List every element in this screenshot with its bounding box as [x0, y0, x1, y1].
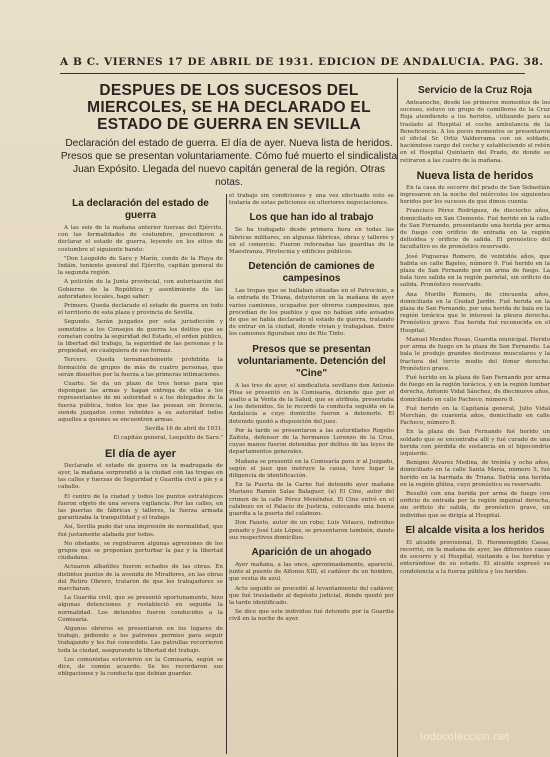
paragraph: Manuel Mendes Rosas, Guardia municipal. Herido por arma de fuego en la plaza de San Fernando. La bala le produjo grandes destrozos musculares y la fractura del tercio medio del fémur derecho. Pronóstico grave.: [400, 336, 550, 372]
paragraph: Don Fausto, autor de un robo; Luis Velasco, individuo penado y José Luis López, se presentaron también, dando sus respectivos domicilios.: [229, 520, 394, 541]
section-heading: El día de ayer: [105, 447, 176, 460]
paragraph: Segundo. Serán juzgados por esta jurisdicción y sometidos a los Consejos de guerra los delitos que se cometan contra la seguridad del Estado, el orden público, la libertad del trabajo, la seguridad de las personas y la propiedad, en cualquiera de sus formas.: [58, 319, 223, 355]
column-1: [58, 193, 223, 753]
column-3: [400, 80, 550, 757]
paragraph: Se ha trabajado desde primera hora en todas las fábricas militares, en algunas fábricas, obras y talleres y en el comercio. Fueron reforzadas las guardias de la Maestranza, Pirotecnia y edificios públicos.: [229, 227, 394, 256]
main-headline-block: [58, 80, 400, 194]
signature-line: El capitán general, Leopoldo de Saro.": [113, 435, 223, 442]
section-heading: Nueva lista de heridos: [416, 169, 534, 182]
section-heading: La declaración del estado de guerra: [72, 198, 209, 221]
paragraph: Declarado el estado de guerra en la madrugada de ayer, la mañana sorprendió a la ciudad con las tropas en las calles y fuerzas de Seguridad y Guardia civil a pie y a caballo.: [58, 462, 223, 491]
paragraph: Se dice que este individuo fué detenido por la Guardia civil en la noche de ayer.: [229, 609, 394, 623]
paragraph: Francisco Pérez Rodríguez, de dieciocho años, domiciliado en San Clemente. Fué herido en la calle de San Fernando, presentando una herida por arma de fuego con orificio de entrada en la región deltoidea y orificio de salida. El pronóstico del facultativo es de pronóstico reservado.: [400, 208, 550, 251]
paragraph: En la plaza de San Fernando fué herido un soldado que se encontraba allí y fué curado de una herida con pérdida de sustancia en el hipocondrio izquierdo.: [400, 429, 550, 457]
paragraph: Acto seguido se procedió al levantamiento del cadáver, que fué trasladado al depósito judicial, donde quedó por la tarde identificado.: [229, 585, 394, 606]
paragraph: "Don Leopoldo de Saro y Marín, conde de la Playa de Ixdáin, teniente general del Ejército, capitán general de la segunda región.: [58, 255, 223, 277]
paragraph: No obstante, se registraron algunas agresiones de los grupos que se proponían perturbar la paz y la libertad ciudadana.: [58, 540, 223, 562]
paragraph: el trabajo sin condiciones y una vez efectuado esto se trataría de estas peticiones en ulteriores negociaciones.: [229, 193, 394, 207]
paragraph: Primero. Queda declarado el estado de guerra en todo el territorio de esta plaza y provincia de Sevilla.: [58, 303, 223, 317]
paragraph: A las seis de la mañana anterior fuerzas del Ejército, con las formalidades de costumbre, procedieron a declarar el estado de guerra, leyendo en los sitios de costumbre el siguiente bando:: [58, 225, 223, 253]
paragraph: El alcalde provisional, D. Hermenegildo Casas, recorrió, en la mañana de ayer, las diferentes casas de socorro y el Hospital, visitando a los heridos y enterándose de su estado. El alcalde expresó su condolencia a la fuerza pública y los heridos.: [400, 539, 550, 575]
section-heading: Presos que se presentan voluntariamente. Detención del "Cine": [237, 343, 386, 379]
paragraph: Por la tarde se presentaron a las autoridades Rogelio Zaitola, defensor de la hermanos Lorenzo de la Cruz, cuyas manos fueron detenidas por delitos de las leyes de departamentos generales.: [229, 427, 394, 456]
paragraph: Así, Sevilla pudo dar una impresión de normalidad, que fué justamente alabada por todos.: [58, 524, 223, 538]
main-headline: DESPUES DE LOS SUCESOS DEL MIERCOLES, SE HA DECLARADO EL ESTADO DE GUERRA EN SEVILLA: [87, 82, 371, 133]
paragraph: José Pugueras Romero, de veintidós años, que habita en calle Bajeles, número 9. Fué herido en la plaza de San Fernando por un arma de fuego. La bala tuvo salida en la región parietal, sin orificio de salida. Pronóstico reservado.: [400, 253, 550, 289]
paragraph: Mañana se presentó en la Comisaría para ir al Juzgado, según el juez que instruye la causa, tuvo lugar la diligencia de identificación.: [229, 458, 394, 480]
paragraph: Benigno Álvarez Medina, de treinta y ocho años, domiciliado en la calle Santa María, número 5, fué herido en la barriada de Triana. Sufría una herida en la región glútea, cuyo pronóstico es reservado.: [400, 460, 550, 488]
paragraph: Ana Morillo Romero, de cincuenta años, domiciliada en la Ciudad Jardín. Fué herida en la plaza de San Fernando, por una herida de bala en la región torácica que le interesó la pleura derecha. Pronóstico grave. Esa herida fué reconocida en el Hospital.: [400, 291, 550, 334]
paragraph: Tercero. Queda terminantemente prohibida la formación de grupos de más de cuatro personas, que serán disueltos por la fuerza a las primeras intimaciones.: [58, 357, 223, 378]
running-head: A B C. VIERNES 17 DE ABRIL DE 1931. EDICION DE ANDALUCIA. PAG. 38.: [60, 56, 544, 68]
paragraph: En la Puerta de la Carne fué detenido ayer mañana Mariano Ramón Salas Balaguer, (a) El Cine, autor del crimen de la calle Pérez Menéndez. El Cine entró en el calabozo en el Palacio de Justicia, colocando una buena guardia a la puerta del calabozo.: [229, 482, 394, 518]
watermark: todocoleccion.net: [420, 731, 510, 743]
paragraph: Algunos obreros se presentaron en los lugares de trabajo, pidiendo a los patronos permiso para seguir trabajando y les fué concedido. Las patrullas recorrieron toda la ciudad, asegurando la libertad del trabajo.: [58, 625, 223, 654]
section-heading: Servicio de la Cruz Roja: [418, 85, 532, 96]
paragraph: Cuarto. Se da un plazo de tres horas para que depongan las armas y hagan entrega de ellas a los representantes de mi autoridad o a los delegados de la fuerza pública, todos los que las posean sin licencia, siendo juzgados como rebeldes a su autoridad todos aquellos a quienes se encuentren armas.: [58, 381, 223, 424]
paragraph: Fué herido en la plaza de San Fernando por arma de fuego en la región torácica, y en la región lumbar derecha, Antonio Vidal Sánchez, de diecinueve años, domiciliado en calle Pacheco, número 8.: [400, 374, 550, 403]
header-rule: [60, 73, 525, 74]
paragraph: Los comunistas estuvieron en la Comisaría, según se dice, de común acuerdo. Se les recordaron sus obligaciones y la conducta que debían guardar.: [58, 656, 223, 678]
paragraph: En la casa de socorro del prado de San Sebastián ingresaron en la noche del miércoles los siguientes heridos por los sucesos de que dimos cuenta:: [400, 184, 550, 206]
paragraph: El centro de la ciudad y todos los puntos estratégicos fueron objeto de una severa vigilancia. Por las calles, en las puertas de fábricas y talleres, la fuerza armada garantizaba la tranquilidad y el trabajo.: [58, 493, 223, 522]
signature-line: Sevilla 16 de abril de 1931.: [145, 426, 223, 433]
paragraph: A las tres de ayer, el sindicalista sevillano don Antonio Plisa se presentó en la Comisaría, diciendo que por el asalto a la Venta de la Salud, que se atribuía, presentaba a los detenidos. Se le recordó la conducta seguida en la Andalucía a cuyo domicilio fueron a detenerle. El detenido quedó a disposición del juez.: [229, 382, 394, 425]
headline-deck: Declaración del estado de guerra. El día de ayer. Nueva lista de heridos. Presos que se presentan voluntariamente. Cómo fué muerto el sindicalista Juan Expósito. Llegada del nuevo capitán general de la región. Otras notas.: [60, 138, 398, 188]
paragraph: Ayer mañana, a las once, aproximadamente, apareció, junto al puente de Alfonso XIII, el cadáver de un hombre, que vestía de azul.: [229, 561, 394, 583]
paragraph: Las tropas que se hallaban situadas en el Patrocinio, a la entrada de Triana, detuvieron en la mañana de ayer varios camiones, ocupados por obreros campesinos, que procedían de los pueblos y que no habían sido avisados de que se había declarado el estado de guerra, tratando de entrar en la ciudad, donde vivían y trabajaban. Entre los camiones figuraban uno de Río Tinto.: [229, 288, 394, 338]
column-2: [229, 193, 394, 753]
paragraph: Resultó con una herida por arma de fuego con orificio de entrada por la región inguinal derecha, sin orificio de salida, de pronóstico grave, un individuo que se dirigía al Hospital.: [400, 490, 550, 519]
column-separator: [226, 194, 227, 754]
paragraph: La Guardia civil, que se presentó oportunamente, hizo algunas detenciones y restableció en seguida la normalidad. Los detenidos fueron conducidos a la Comisaría.: [58, 595, 223, 623]
paragraph: Anteanoche, desde los primeros momentos de los sucesos, estuvo un grupo de camilleros de la Cruz Roja atendiendo a los heridos, utilizando para su traslado al Hospital el coche ambulancia de la Beneficencia. A los pocos momentos se presentaron el oficial Sr. Ortiz Valderrama con un soldado, haciéndose cargo del coche y estableciendo el retén en el Hospital Quintarín del Prado, de donde se retiraron a las cuatro de la mañana.: [400, 100, 550, 164]
paragraph: Actuaron albañiles fueron echados de las obras. En distintos puntos de la avenida de Miraflores, en las obras del Retiro Obrero, trataron de que los trabajadores se marcharan.: [58, 564, 223, 592]
paragraph: Fué herido en la Capitanía general, Julio Vidal Merchán, de cuarenta años, domiciliado en calle Pacheco, número 8.: [400, 405, 550, 427]
section-heading: Aparición de un ahogado: [251, 546, 372, 558]
section-heading: Detención de camiones de campesinos: [248, 261, 375, 285]
section-heading: Los que han ido al trabajo: [249, 212, 374, 224]
paragraph: A petición de la Junta provincial, con autorización del Gobierno de la República y asentimiento de las autoridades locales, hago saber:: [58, 279, 223, 300]
section-heading: El alcalde visita a los heridos: [405, 524, 545, 536]
